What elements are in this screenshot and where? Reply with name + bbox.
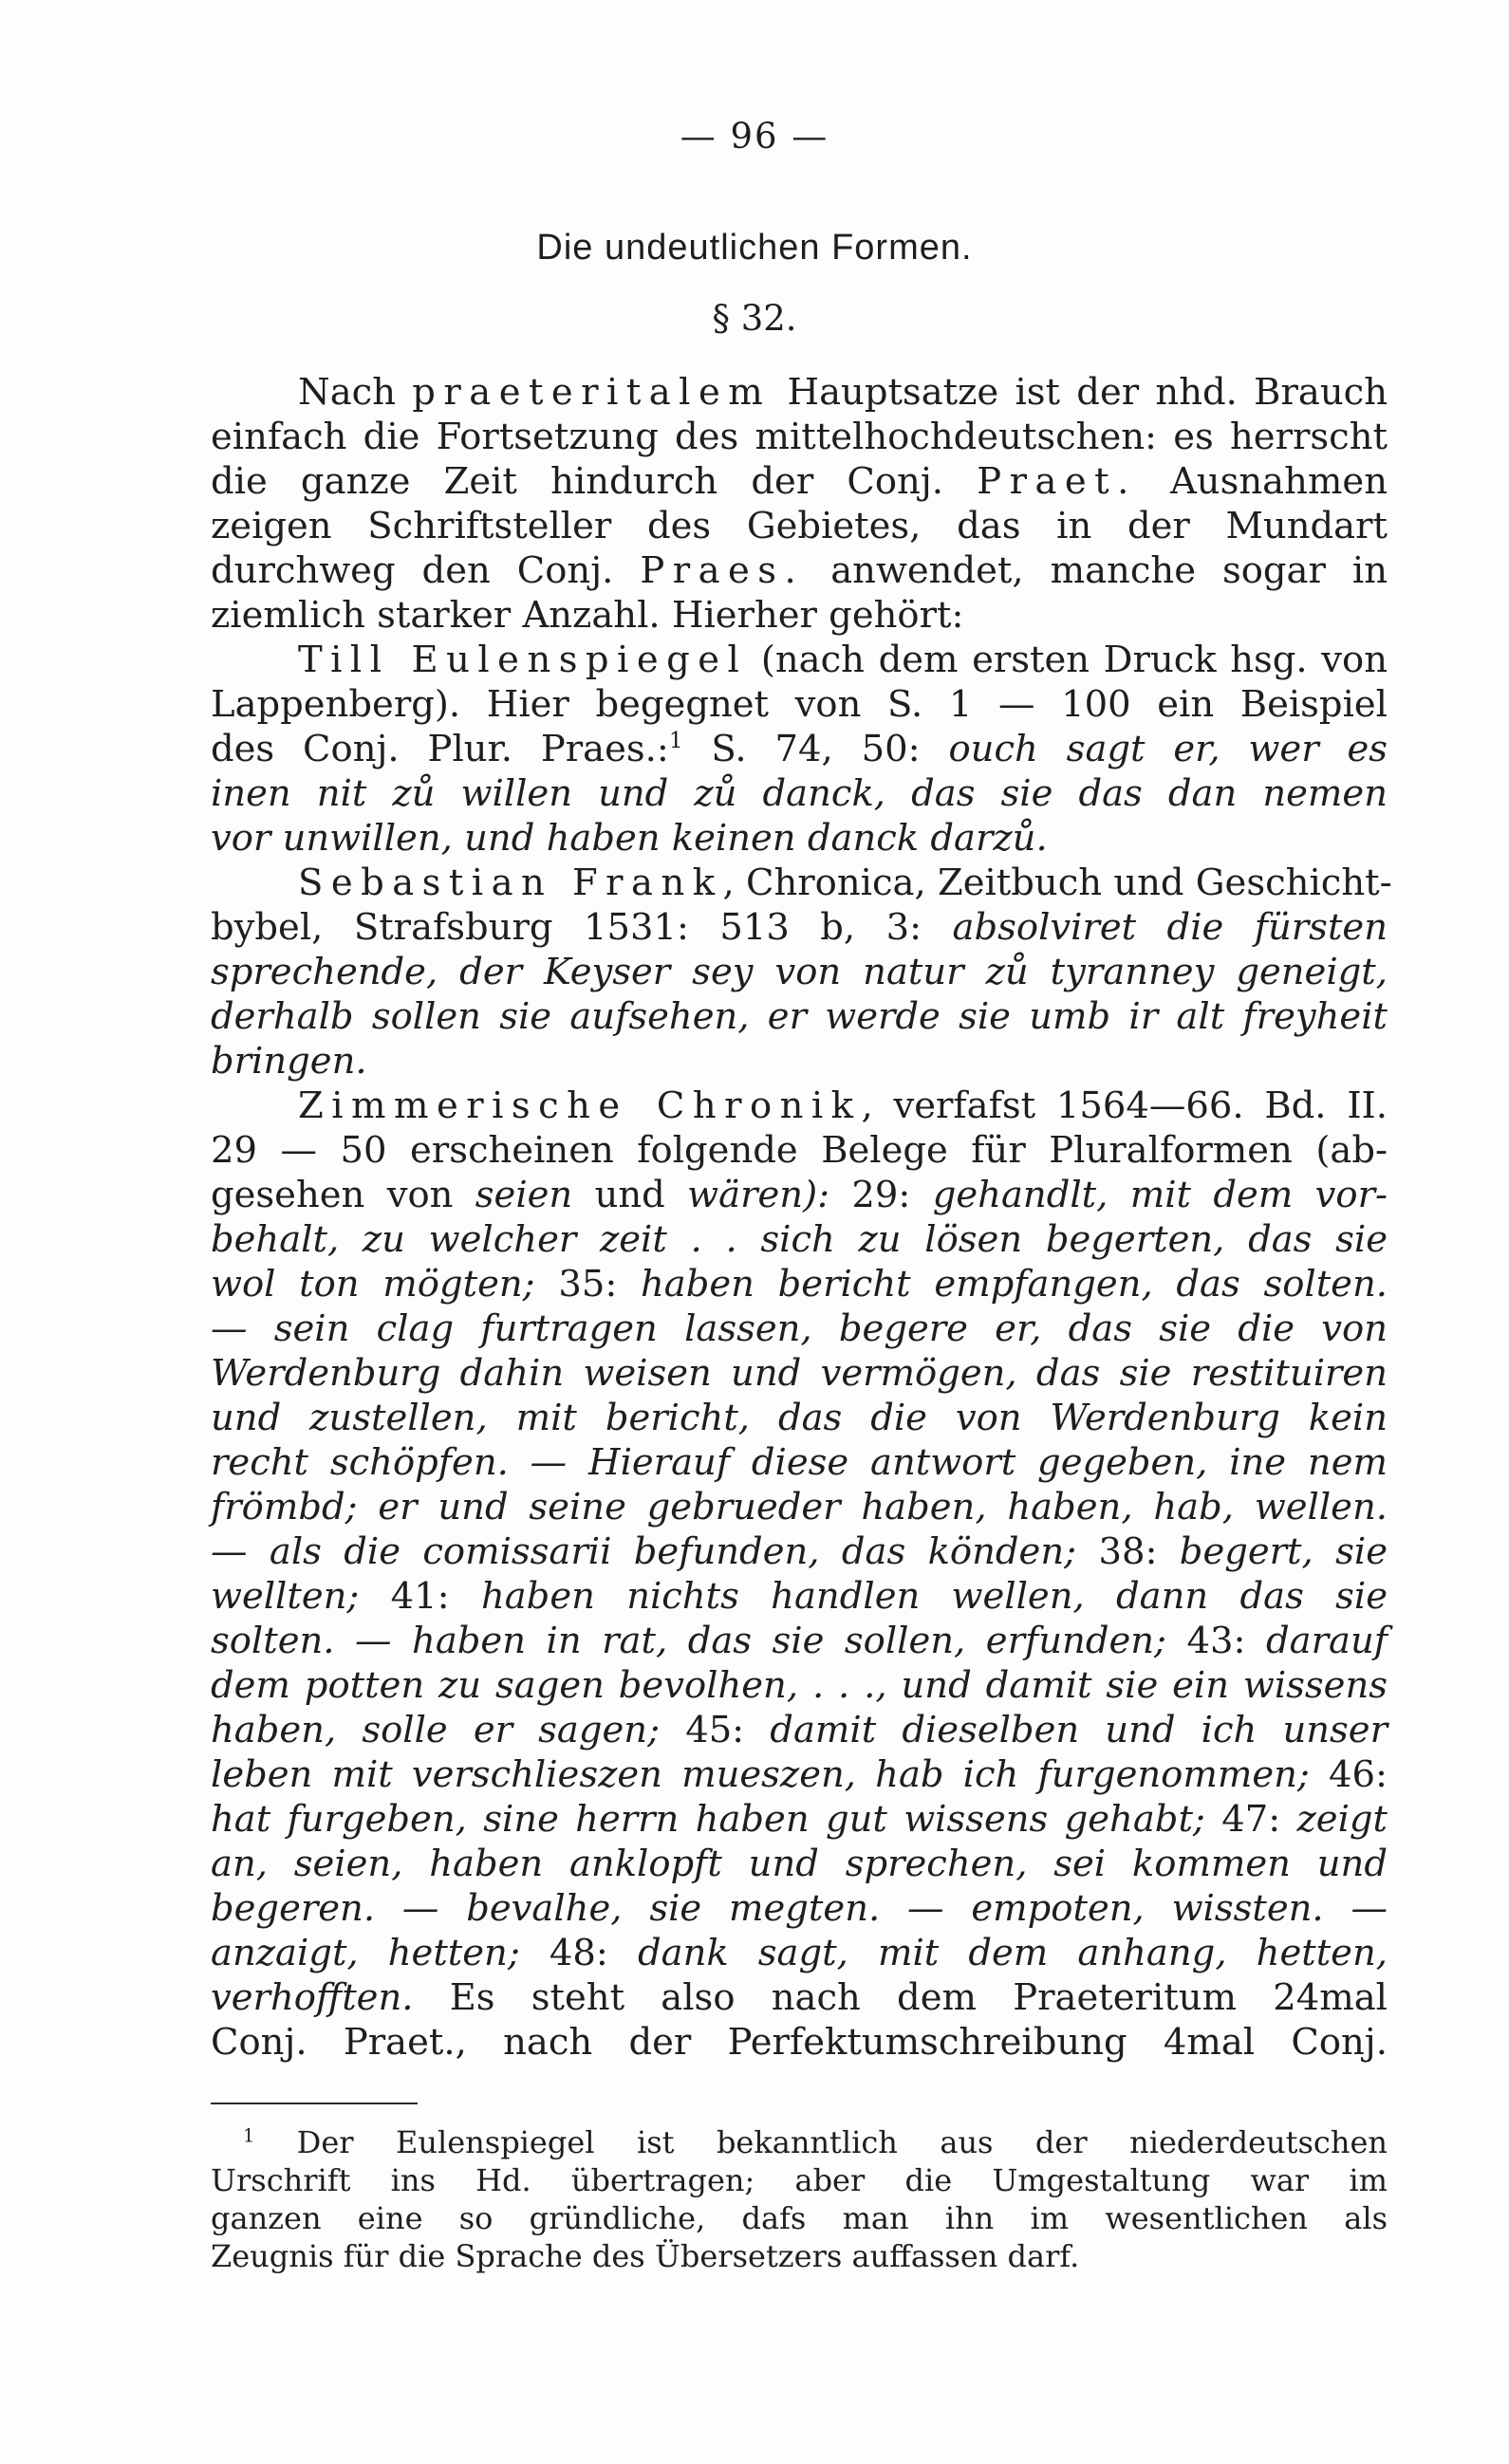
text-line: anzaigt, hetten; 48: dank sagt, mit dem anhang, hetten, — [211, 1932, 1388, 1974]
text-line: des Conj. Plur. Praes.:$^1$ S. 74, 50: ouch sagt er, wer es — [211, 728, 1388, 770]
text-line: bringen. — [211, 1040, 367, 1083]
text-line: und zustellen, mit bericht, das die von Werdenburg kein — [211, 1397, 1388, 1439]
text-line: Lappenberg). Hier begegnet von S. 1 — 100 ein Beispiel — [211, 683, 1388, 726]
text-line: Werdenburg dahin weisen und vermögen, das sie restituiren — [211, 1352, 1388, 1395]
text-line: begeren. — bevalhe, sie megten. — empoten, wissten. — — [211, 1887, 1388, 1930]
text-line: solten. — haben in rat, das sie sollen, erfunden; 43: darauf — [211, 1620, 1388, 1662]
text-line: Till Eulenspiegel (nach dem ersten Druck hsg. von — [298, 639, 1388, 681]
text-line: wol ton mögten; 35: haben bericht empfangen, das solten. — [211, 1263, 1388, 1306]
text-line: an, seien, haben anklopft und sprechen, sei kommen und — [211, 1843, 1388, 1885]
text-line: 29 — 50 erscheinen folgende Belege für Pluralformen (ab- — [211, 1129, 1388, 1172]
footnote-line: Urschrift ins Hd. übertragen; aber die Umgestaltung war im — [211, 2162, 1388, 2198]
text-line: sprechende, der Keyser sey von natur zů tyranney geneigt, — [211, 951, 1388, 993]
text-line: zeigen Schriftsteller des Gebietes, das in der Mundart — [211, 505, 1388, 547]
text-line: verhofften. Es steht also nach dem Praeteritum 24mal — [211, 1976, 1388, 2019]
footnote-line: ganzen eine so gründliche, dafs man ihn im wesentlichen als — [211, 2200, 1388, 2236]
text-line: Sebastian Frank, Chronica, Zeitbuch und Geschicht- — [298, 861, 1392, 904]
footnote-line: $^1$ Der Eulenspiegel ist bekanntlich aus der niederdeutschen — [243, 2124, 1388, 2160]
text-line: wellten; 41: haben nichts handlen wellen, dann das sie — [211, 1575, 1388, 1618]
text-line: ziemlich starker Anzahl. Hierher gehört: — [211, 594, 964, 637]
text-line: frömbd; er und seine gebrueder haben, haben, hab, wellen. — [211, 1486, 1388, 1528]
footnote — [211, 2123, 1388, 2275]
text-line: dem potten zu sagen bevolhen, . . ., und damit sie ein wissens — [211, 1664, 1388, 1707]
footnote-divider — [211, 2103, 418, 2104]
text-line: haben, solle er sagen; 45: damit dieselben und ich unser — [211, 1709, 1388, 1751]
footnote-line: Zeugnis für die Sprache des Übersetzers auffassen darf. — [211, 2238, 1080, 2274]
text-line: Nach praeteritalem Hauptsatze ist der nhd. Brauch — [298, 371, 1388, 414]
footnote-marker: 1 — [668, 729, 683, 754]
text-line: durchweg den Conj. Praes. anwendet, manche sogar in — [211, 549, 1388, 592]
section-number: § 32. — [712, 298, 797, 339]
text-line: leben mit verschlieszen mueszen, hab ich furgenommen; 46: — [211, 1753, 1388, 1796]
text-line: hat furgeben, sine herrn haben gut wissens gehabt; 47: zeigt — [211, 1798, 1388, 1841]
body-text — [211, 370, 1392, 2065]
text-line: einfach die Fortsetzung des mittelhochdeutschen: es herrscht — [211, 416, 1388, 458]
chapter-heading: Die undeutlichen Formen. — [536, 228, 973, 268]
text-line: bybel, Strafsburg 1531: 513 b, 3: absolviret die fürsten — [211, 906, 1388, 949]
text-line: Zimmerische Chronik, verfafst 1564—66. Bd. II. — [298, 1084, 1388, 1127]
text-line: gesehen von seien und wären): 29: gehandlt, mit dem vor- — [211, 1174, 1388, 1216]
text-line: — als die comissarii befunden, das könden; 38: begert, sie — [211, 1530, 1388, 1573]
text-line: vor unwillen, und haben keinen danck darzů. — [211, 817, 1048, 860]
text-line: inen nit zů willen und zů danck, das sie das dan nemen — [211, 772, 1388, 815]
text-line: — sein clag furtragen lassen, begere er, das sie die von — [211, 1307, 1388, 1350]
text-line: derhalb sollen sie aufsehen, er werde sie umb ir alt freyheit — [211, 995, 1388, 1038]
text-line: die ganze Zeit hindurch der Conj. Praet. Ausnahmen — [211, 460, 1388, 503]
text-line: behalt, zu welcher zeit . . sich zu lösen begerten, das sie — [211, 1218, 1388, 1261]
footnote-mark: 1 — [243, 2124, 255, 2147]
text-line: Conj. Praet., nach der Perfektumschreibung 4mal Conj. — [211, 2021, 1388, 2064]
page-number: — 96 — — [680, 116, 829, 157]
text-line: recht schöpfen. — Hierauf diese antwort gegeben, ine nem — [211, 1441, 1388, 1484]
